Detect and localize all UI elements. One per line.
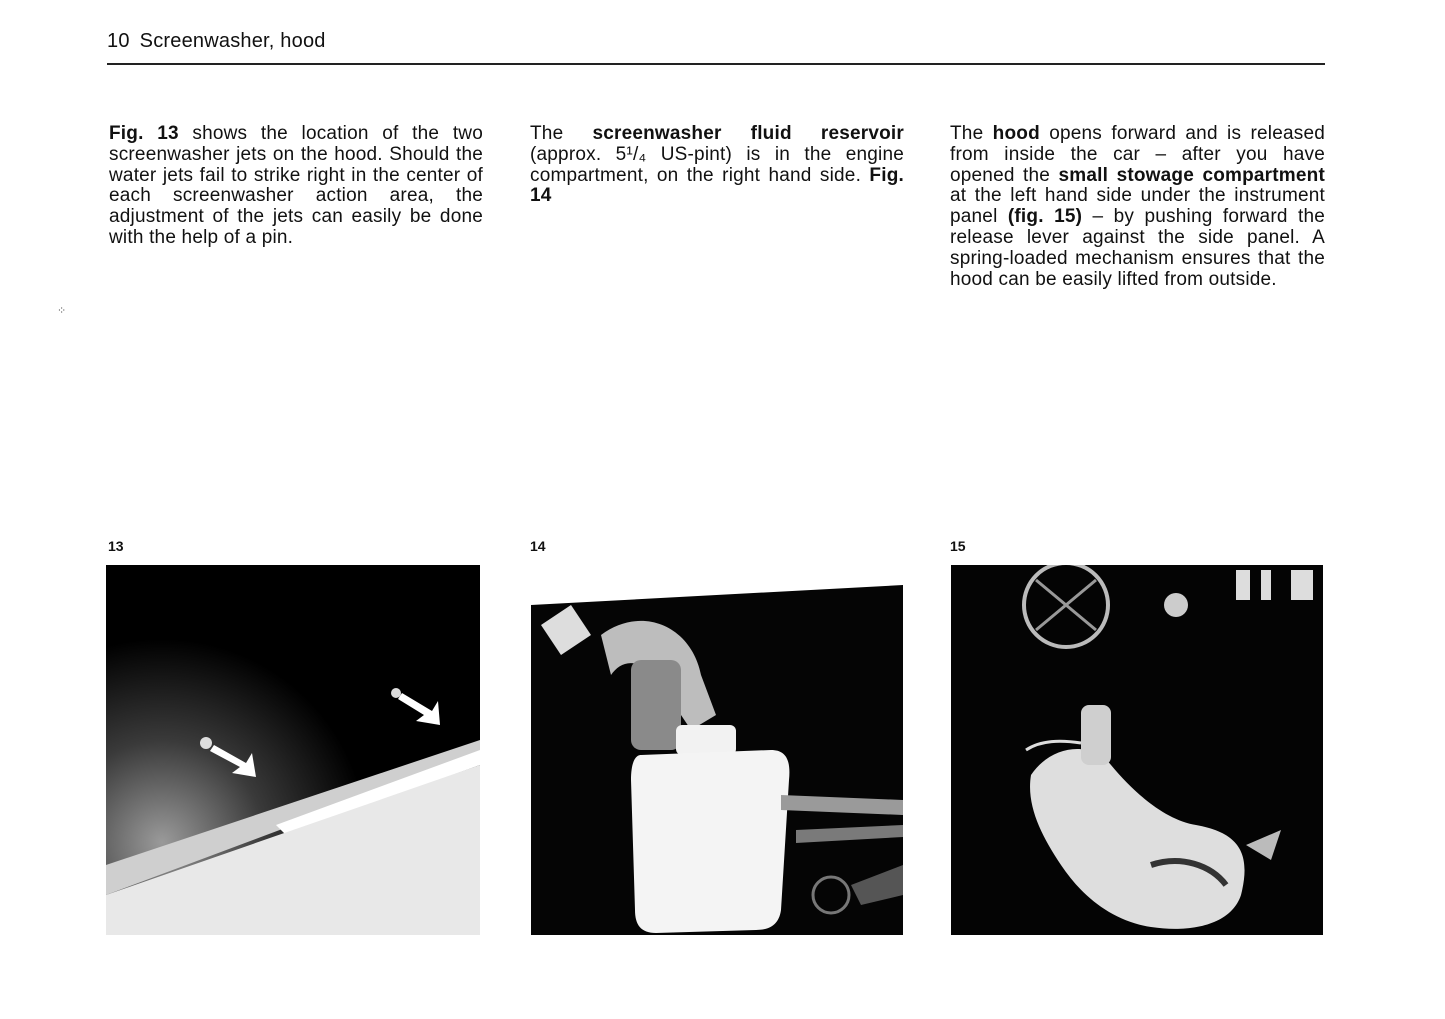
header-rule <box>107 63 1325 65</box>
column-3-text-d: – by pushing forward the release lever against the side panel. A spring-loaded mechanism ensures that the hood can be easily lifted from outside. <box>950 206 1326 290</box>
text-column-1 <box>109 124 483 249</box>
column-3-text-a: The <box>950 123 993 144</box>
figure-15-photo <box>951 565 1323 935</box>
figure-15-number: 15 <box>950 538 966 554</box>
fig-14-ref: Fig. 14 <box>530 164 904 207</box>
figure-13-photo <box>106 565 480 935</box>
page-title: Screenwasher, hood <box>139 30 326 52</box>
hood-term: hood <box>992 123 1040 144</box>
figure-13-number: 13 <box>108 538 124 554</box>
text-column-3 <box>950 124 1325 290</box>
fig-13-ref: Fig. 13 <box>109 123 179 144</box>
reservoir-term: screenwasher fluid reservoir <box>592 123 904 144</box>
stowage-term: small stowage compartment <box>1058 164 1325 186</box>
hood-release-photo-icon <box>951 565 1323 935</box>
hood-jets-photo-icon <box>106 565 480 935</box>
scan-speck: ⁘ <box>57 305 67 317</box>
fig-15-ref: (fig. 15) <box>1007 206 1083 228</box>
column-2-text-a: The <box>530 123 593 144</box>
column-3-text-b: opens forward and is released from inside the car – after you have opened the <box>950 123 1325 186</box>
page-header <box>107 30 326 53</box>
text-column-2 <box>530 124 904 207</box>
figure-14-photo <box>531 565 903 935</box>
page-number: 10 <box>107 30 130 52</box>
column-3-text-c: at the left hand side under the instrument panel <box>950 185 1325 228</box>
figure-14-number: 14 <box>530 538 546 554</box>
column-1-text: shows the location of the two screenwasher jets on the hood. Should the water jets fail to strike right in the center of each screenwasher action area, the adjustment of the jets can easily be done with the help of a pin. <box>109 123 483 248</box>
fluid-reservoir-photo-icon <box>531 565 903 935</box>
column-2-text-b: (approx. 5¹/₄ US-pint) is in the engine compartment, on the right hand side. <box>530 143 904 186</box>
